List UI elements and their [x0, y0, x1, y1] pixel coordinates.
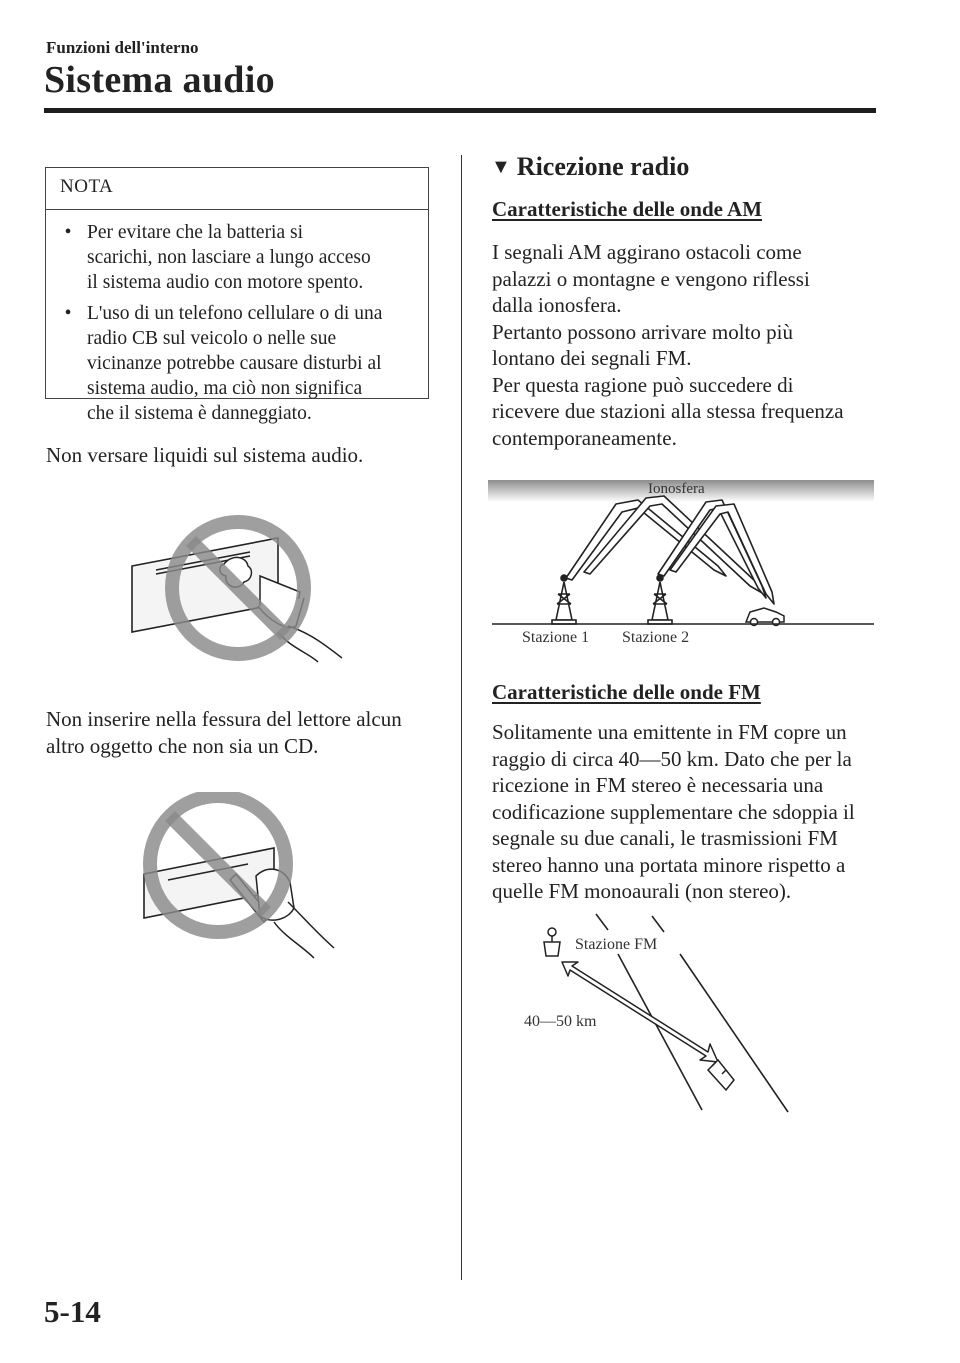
note-line: scarichi, non lasciare a lungo acceso [87, 247, 371, 268]
note-line: che il sistema è danneggiato. [87, 403, 312, 424]
no-liquids-illustration [128, 508, 348, 668]
am-line: ricevere due stazioni alla stessa frequenza [492, 399, 844, 423]
ionosphere-label: Ionosfera [648, 481, 705, 497]
station-1-label: Stazione 1 [522, 629, 590, 646]
triangle-marker-icon: ▼ [491, 156, 511, 178]
page-heading: Sistema audio [44, 59, 275, 101]
am-line: Per questa ragione può succedere di [492, 372, 794, 397]
note-line: vicinanze potrebbe causare disturbi al [87, 353, 382, 374]
note-line: L'uso di un telefono cellulare o di una [87, 303, 383, 324]
warning-slot-line: Non inserire nella fessura del lettore alcun [46, 707, 402, 731]
note-item-phone [58, 301, 416, 426]
fm-line: Solitamente una emittente in FM copre un [492, 720, 847, 744]
header-rule [44, 108, 876, 113]
fm-line: stereo hanno una portata minore rispetto a [492, 852, 846, 877]
radio-title-text: Ricezione radio [516, 152, 690, 181]
note-line: Per evitare che la batteria si [87, 222, 304, 243]
note-line: il sistema audio con motore spento. [87, 272, 364, 293]
fm-line: ricezione in FM stereo è necessaria una [492, 773, 824, 797]
fm-station-label: Stazione FM [575, 936, 658, 953]
am-heading: Caratteristiche delle onde AM [492, 197, 763, 221]
am-line: palazzi o montagne e vengono riflessi [492, 266, 810, 291]
station-2-label: Stazione 2 [622, 629, 690, 646]
reflected-wave-arrows [566, 496, 774, 604]
fm-antenna-icon [544, 928, 560, 956]
fm-line: codificazione supplementare che sdoppia il [492, 799, 855, 824]
section-label: Funzioni dell'interno [46, 38, 199, 57]
am-paragraph [492, 239, 892, 451]
am-propagation-diagram [488, 474, 878, 649]
radio-tower-2-icon [648, 575, 672, 624]
bullet-icon: • [64, 222, 72, 243]
radio-tower-1-icon [552, 575, 576, 624]
am-line: dalla ionosfera. [492, 293, 622, 317]
bullet-icon: • [64, 303, 72, 324]
warning-slot [46, 706, 446, 759]
note-title: NOTA [60, 176, 114, 197]
fm-paragraph [492, 719, 892, 905]
fm-line: segnale su due canali, le trasmissioni FM [492, 826, 838, 850]
column-divider [461, 155, 462, 1280]
warning-liquids: Non versare liquidi sul sistema audio. [46, 443, 364, 467]
fm-line: raggio di circa 40―50 km. Dato che per la [492, 746, 852, 771]
warning-slot-line: altro oggetto che non sia un CD. [46, 733, 319, 758]
radio-section-title [491, 152, 689, 182]
note-box [45, 167, 429, 424]
page-number: 5-14 [44, 1294, 101, 1329]
fm-line: quelle FM monoaurali (non stereo). [492, 879, 792, 903]
range-arrow [562, 962, 718, 1062]
fm-heading: Caratteristiche delle onde FM [492, 680, 761, 704]
note-separator [46, 209, 428, 210]
am-line: lontano dei segnali FM. [492, 346, 692, 370]
car-icon [708, 1060, 734, 1090]
note-line: sistema audio, ma ciò non significa [87, 378, 363, 399]
note-line: radio CB sul veicolo o nelle sue [87, 328, 337, 349]
no-objects-slot-illustration [138, 792, 338, 962]
fm-range-label: 40―50 km [524, 1013, 597, 1030]
am-line: contemporaneamente. [492, 425, 677, 450]
car-icon [746, 608, 784, 626]
am-line: I segnali AM aggirano ostacoli come [492, 240, 802, 264]
fm-range-diagram [520, 910, 800, 1115]
am-line: Pertanto possono arrivare molto più [492, 319, 793, 344]
note-item-battery [58, 220, 416, 295]
